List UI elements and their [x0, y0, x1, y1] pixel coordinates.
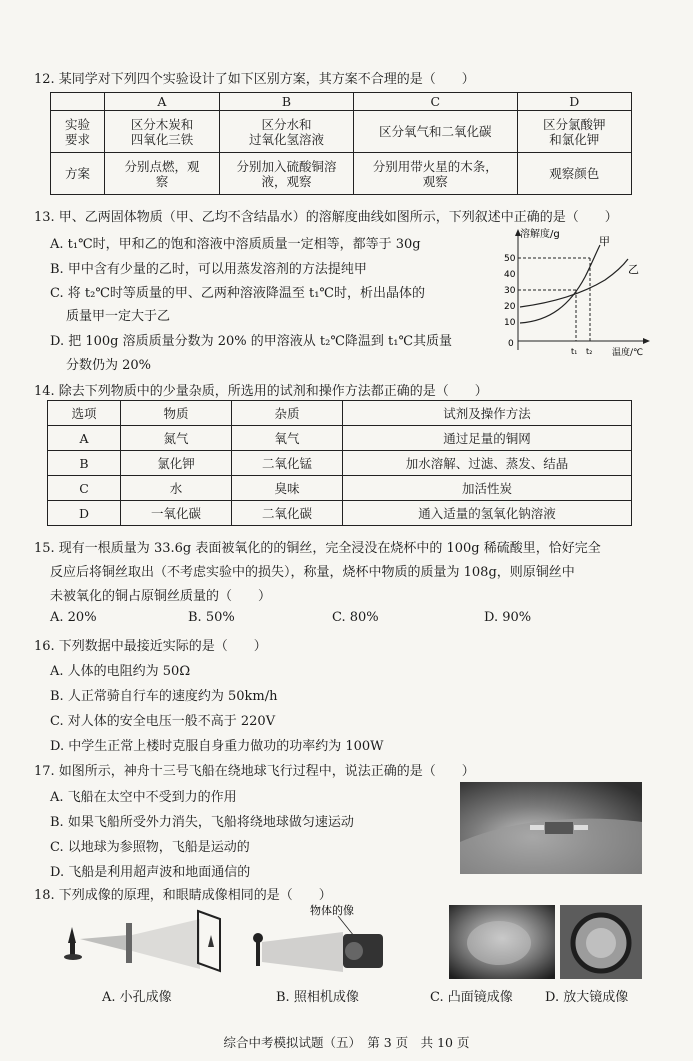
q14-row-a-option: A	[48, 426, 121, 451]
q14-row-a-method: 通过足量的铜网	[343, 426, 632, 451]
q14-row-d-impurity: 二氧化碳	[232, 501, 343, 526]
q12-row1-label: 实验 要求	[51, 111, 105, 153]
q13-option-a: A. t₁℃时，甲和乙的饱和溶液中溶质质量一定相等，都等于 30g	[50, 237, 421, 252]
q18-caption-d: D. 放大镜成像	[545, 990, 629, 1005]
q14-row-d-substance: 一氧化碳	[121, 501, 232, 526]
convex-mirror-photo	[449, 905, 555, 979]
graph-ytick-30: 30	[504, 286, 516, 296]
q13-option-c-line2: 质量甲一定大于乙	[66, 309, 171, 324]
q14-row-b-substance: 氯化钾	[121, 451, 232, 476]
pinhole-board	[126, 923, 132, 963]
q15-line1: 15. 现有一根质量为 33.6g 表面被氧化的的铜丝，完全浸没在烧杯中的 100g 稀硫酸里，恰好完全	[34, 541, 601, 556]
q14-row-a-substance: 氮气	[121, 426, 232, 451]
q13-stem: 13. 甲、乙两固体物质（甲、乙均不含结晶水）的溶解度曲线如图所示，下列叙述中正确的是（ ）	[34, 210, 618, 225]
q12-stem: 12. 某同学对下列四个实验设计了如下区别方案，其方案不合理的是（ ）	[34, 72, 475, 87]
graph-ytick-50: 50	[504, 254, 516, 264]
q15-line3: 未被氧化的铜占原铜丝质量的（ ）	[50, 589, 272, 604]
q12-row2-d: 观察颜色	[517, 153, 631, 195]
q14-row-c-option: C	[48, 476, 121, 501]
graph-ytick-0: 0	[508, 339, 514, 349]
q12-row2-b: 分别加入硫酸铜溶 液，观察	[219, 153, 353, 195]
graph-ytick-10: 10	[504, 318, 516, 328]
graph-ytick-40: 40	[504, 270, 516, 280]
q18-stem: 18. 下列成像的原理，和眼睛成像相同的是（ ）	[34, 888, 332, 903]
q18-caption-b: B. 照相机成像	[276, 990, 359, 1005]
q17-option-d: D. 飞船是利用超声波和地面通信的	[50, 865, 251, 880]
camera-lens	[345, 942, 363, 960]
graph-label-jia: 甲	[599, 235, 610, 248]
q12-row1-c: 区分氧气和二氧化碳	[354, 111, 517, 153]
q17-option-a: A. 飞船在太空中不受到力的作用	[50, 790, 237, 805]
q14-row-d-method: 通入适量的氢氧化钠溶液	[343, 501, 632, 526]
q14-header-option: 选项	[48, 401, 121, 426]
q14-row-b-method: 加水溶解、过滤、蒸发、结晶	[343, 451, 632, 476]
q14-table	[47, 400, 632, 526]
camera-diagram	[248, 902, 398, 978]
q14-row-b-option: B	[48, 451, 121, 476]
candle-flame	[68, 927, 76, 943]
solubility-graph	[490, 225, 660, 360]
q13-option-c-line1: C. 将 t₂℃时等质量的甲、乙两种溶液降温至 t₁℃时，析出晶体的	[50, 286, 425, 301]
q14-row-c-method: 加活性炭	[343, 476, 632, 501]
q16-option-b: B. 人正常骑自行车的速度约为 50km/h	[50, 689, 278, 704]
q12-header-b: B	[219, 93, 353, 111]
q12-row1-a: 区分木炭和 四氧化三铁	[105, 111, 220, 153]
q16-option-c: C. 对人体的安全电压一般不高于 220V	[50, 714, 276, 729]
magnifier-photo	[560, 905, 642, 979]
graph-xtick-t2: t₂	[586, 347, 593, 356]
q14-row-b-impurity: 二氧化锰	[232, 451, 343, 476]
q13-option-b: B. 甲中含有少量的乙时，可以用蒸发溶剂的方法提纯甲	[50, 262, 367, 277]
q14-header-substance: 物质	[121, 401, 232, 426]
graph-x-arrow	[643, 338, 650, 344]
screen	[198, 911, 220, 971]
pinhole-diagram	[60, 905, 230, 977]
q12-header-blank	[51, 93, 105, 111]
q15-line2: 反应后将铜丝取出（不考虑实验中的损失），称量，烧杯中物质的质量为 108g，则原铜丝中	[50, 565, 575, 580]
graph-curve-yi	[520, 259, 628, 307]
graph-xtick-t1: t₁	[571, 347, 578, 356]
candle-body	[70, 943, 75, 955]
q17-stem: 17. 如图所示，神舟十三号飞船在绕地球飞行过程中，说法正确的是（ ）	[34, 764, 475, 779]
graph-curve-jia	[520, 245, 600, 323]
q12-row2-a: 分别点燃，观 察	[105, 153, 220, 195]
q18-caption-c: C. 凸面镜成像	[430, 990, 513, 1005]
q15-option-d: D. 90%	[484, 610, 532, 625]
graph-ytick-20: 20	[504, 302, 516, 312]
q14-row-d-option: D	[48, 501, 121, 526]
q13-option-d-line2: 分数仍为 20%	[66, 358, 152, 373]
graph-ylabel: 溶解度/g	[520, 229, 560, 240]
q12-row2-c: 分别用带火星的木条， 观察	[354, 153, 517, 195]
q14-row-c-substance: 水	[121, 476, 232, 501]
q17-option-c: C. 以地球为参照物，飞船是运动的	[50, 840, 250, 855]
candle-base	[64, 954, 82, 960]
q12-row1-b: 区分水和 过氧化氢溶液	[219, 111, 353, 153]
q14-header-impurity: 杂质	[232, 401, 343, 426]
q13-option-d-line1: D. 把 100g 溶质质量分数为 20% 的甲溶液从 t₂℃降温到 t₁℃其质量	[50, 334, 453, 349]
graph-xlabel: 温度/℃	[612, 348, 644, 358]
q15-option-a: A. 20%	[50, 610, 97, 625]
graph-label-yi: 乙	[628, 263, 639, 276]
object-head	[253, 933, 263, 943]
page-footer: 综合中考模拟试题（五） 第 3 页 共 10 页	[223, 1035, 470, 1050]
q14-header-method: 试剂及操作方法	[343, 401, 632, 426]
q16-stem: 16. 下列数据中最接近实际的是（ ）	[34, 639, 267, 654]
q17-option-b: B. 如果飞船所受外力消失，飞船将绕地球做匀速运动	[50, 815, 354, 830]
spacecraft-photo	[460, 782, 642, 874]
q12-header-a: A	[105, 93, 220, 111]
image-annotation: 物体的像	[310, 904, 354, 917]
q12-table	[50, 92, 632, 195]
q12-row2-label: 方案	[51, 153, 105, 195]
q14-stem: 14. 除去下列物质中的少量杂质，所选用的试剂和操作方法都正确的是（ ）	[34, 384, 488, 399]
q12-header-d: D	[517, 93, 631, 111]
q18-caption-a: A. 小孔成像	[102, 990, 172, 1005]
q16-option-d: D. 中学生正常上楼时克服自身重力做功的功率约为 100W	[50, 739, 384, 754]
q16-option-a: A. 人体的电阻约为 50Ω	[50, 664, 191, 679]
q12-row1-d: 区分氯酸钾 和氯化钾	[517, 111, 631, 153]
q15-option-b: B. 50%	[188, 610, 235, 625]
q14-row-a-impurity: 氧气	[232, 426, 343, 451]
q14-row-c-impurity: 臭味	[232, 476, 343, 501]
q12-header-c: C	[354, 93, 517, 111]
q15-option-c: C. 80%	[332, 610, 379, 625]
